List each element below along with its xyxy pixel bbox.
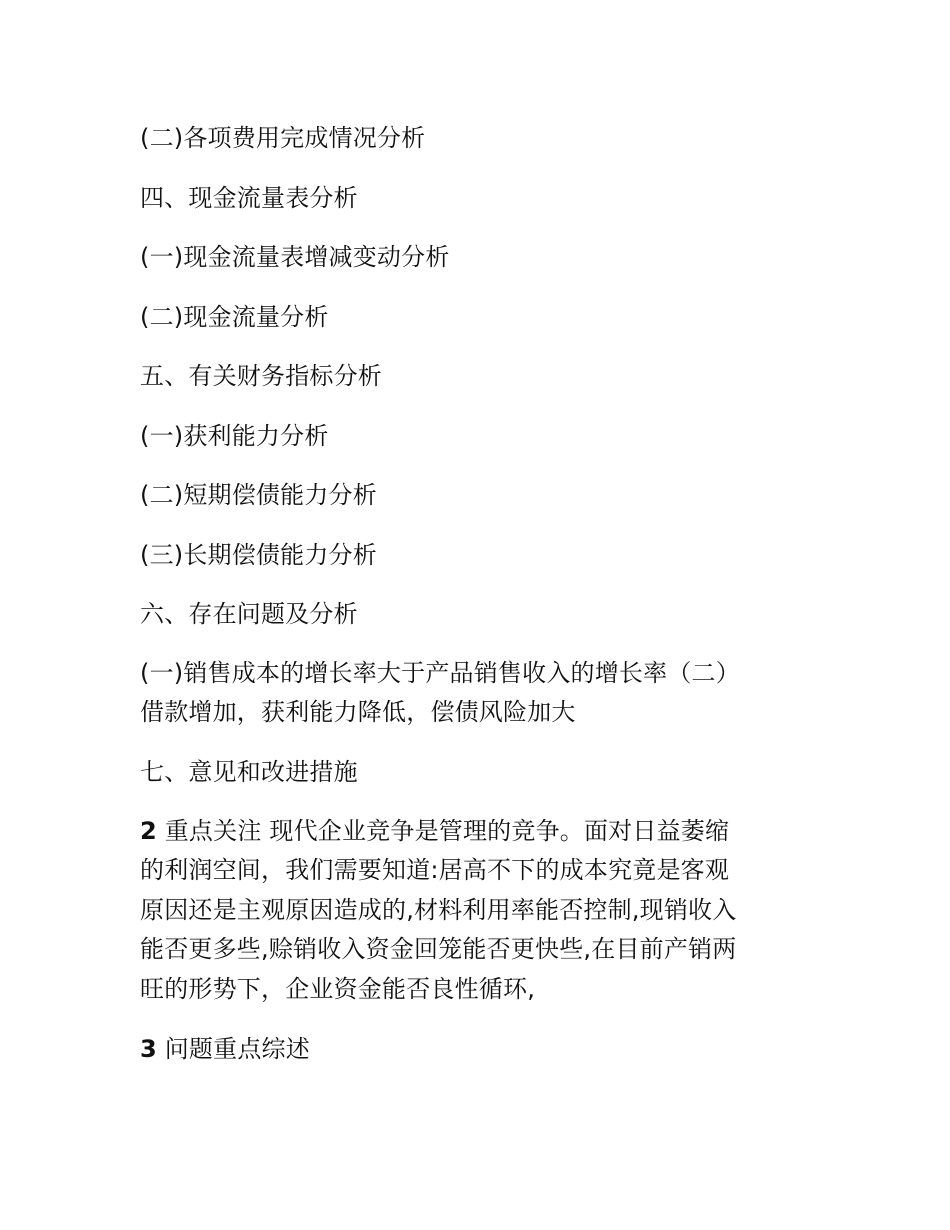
focus-line-4: 能否更多些,赊销收入资金回笼能否更快些,在目前产销两	[140, 935, 737, 963]
problems-line-1: (一)销售成本的增长率大于产品销售收入的增长率（二）	[140, 658, 740, 687]
document-body	[140, 118, 820, 1088]
focus-line-5: 旺的形势下，企业资金能否良性循环,	[140, 974, 536, 1003]
focus-line-1	[140, 812, 820, 852]
problems-paragraph	[140, 654, 820, 733]
focus-line-3: 原因还是主观原因造成的,材料利用率能否控制,现销收入	[140, 895, 737, 924]
heading-expense-analysis: (二)各项费用完成情况分析	[140, 124, 426, 152]
focus-number: 2	[140, 816, 157, 845]
heading-cash-flow-statement: 四、现金流量表分析	[140, 183, 358, 212]
heading-cash-flow-analysis: (二)现金流量分析	[140, 302, 329, 331]
summary-heading	[140, 1029, 820, 1069]
heading-financial-indicators: 五、有关财务指标分析	[140, 362, 382, 390]
problems-line-2: 借款增加，获利能力降低，偿债风险加大	[140, 698, 576, 726]
heading-suggestions: 七、意见和改进措施	[140, 758, 358, 786]
focus-line-1-text: 重点关注 现代企业竞争是管理的竞争。面对日益萎缩	[156, 816, 730, 845]
heading-short-term-solvency: (二)短期偿债能力分析	[140, 481, 377, 509]
focus-paragraph	[140, 812, 820, 1010]
summary-text: 问题重点综述	[156, 1034, 310, 1063]
summary-number: 3	[140, 1034, 157, 1063]
heading-problems: 六、存在问题及分析	[140, 600, 358, 628]
focus-line-2: 的利润空间，我们需要知道:居高不下的成本究竟是客观	[140, 856, 730, 884]
heading-long-term-solvency: (三)长期偿债能力分析	[140, 540, 377, 569]
heading-profitability: (一)获利能力分析	[140, 421, 329, 450]
heading-cash-flow-change: (一)现金流量表增减变动分析	[140, 243, 450, 271]
